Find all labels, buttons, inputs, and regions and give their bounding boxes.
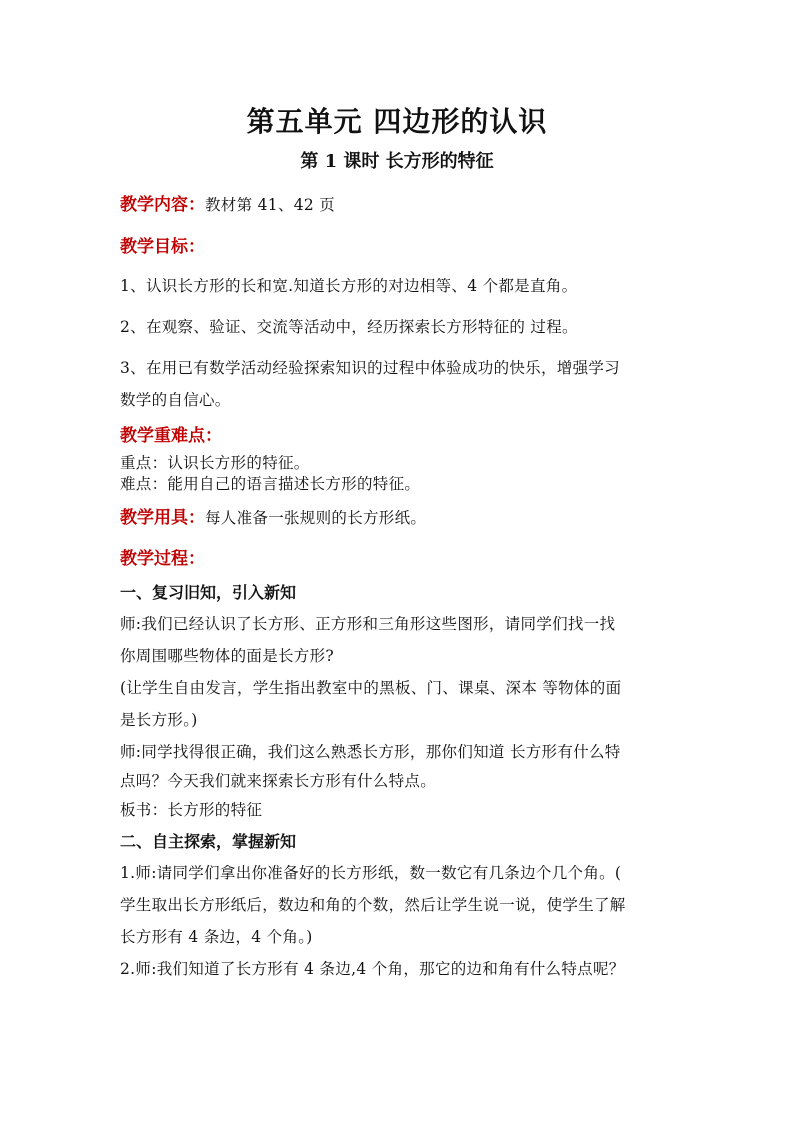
- section-heading-2: 二、自主探索，掌握新知: [120, 832, 297, 851]
- key-points-label: 教学重难点：: [120, 426, 222, 446]
- goal-item: 1、认识长方形的长和宽.知道长方形的对边相等、4 个都是直角。: [120, 277, 578, 295]
- section-heading-1: 一、复习旧知，引入新知: [120, 583, 297, 602]
- paragraph-line: 1.师:请同学们拿出你准备好的长方形纸，数一数它有几条边个几个角。(: [120, 864, 622, 882]
- tools-label: 教学用具：: [120, 508, 205, 528]
- paragraph-line: (让学生自由发言，学生指出教室中的黑板、门、课桌、深本 等物体的面: [120, 679, 622, 697]
- goals-label: 教学目标：: [120, 237, 205, 257]
- paragraph-line: 是长方形。): [120, 711, 198, 729]
- paragraph-line: 2.师:我们知道了长方形有 4 条边,4 个角，那它的边和角有什么特点呢？: [120, 960, 625, 978]
- goal-item: 2、在观察、验证、交流等活动中，经历探索长方形特征的 过程。: [120, 318, 578, 336]
- paragraph-line: 你周围哪些物体的面是长方形?: [120, 647, 335, 665]
- key-point-item: 重点：认识长方形的特征。: [120, 454, 310, 472]
- paragraph-line: 师:我们已经认识了长方形、正方形和三角形这些图形，请同学们找一找: [120, 615, 616, 633]
- tools-row: [120, 503, 426, 528]
- content-text: 教材第 41、42 页: [205, 196, 336, 214]
- paragraph-line: 学生取出长方形纸后，数边和角的个数，然后让学生说一说，使学生了解: [120, 896, 626, 914]
- tools-text: 每人准备一张规则的长方形纸。: [205, 509, 427, 527]
- paragraph-line: 长方形有 4 条边，4 个角。): [120, 928, 313, 946]
- paragraph-line: 点吗？今天我们就来探索长方形有什么特点。: [120, 772, 437, 790]
- paragraph-line: 师:同学找得很正确，我们这么熟悉长方形，那你们知道 长方形有什么特: [120, 743, 621, 761]
- goal-item: 数学的自信心。: [120, 391, 231, 409]
- key-point-item: 难点：能用自己的语言描述长方形的特征。: [120, 475, 421, 493]
- paragraph-line: 板书：长方形的特征: [120, 801, 263, 819]
- content-row: [120, 190, 335, 215]
- process-label: 教学过程：: [120, 549, 205, 569]
- page-title: 第五单元 四边形的认识: [246, 105, 548, 138]
- goal-item: 3、在用已有数学活动经验探索知识的过程中体验成功的快乐，增强学习: [120, 359, 620, 377]
- content-label: 教学内容：: [120, 195, 205, 215]
- lesson-subtitle: 第 1 课时 长方形的特征: [300, 151, 494, 172]
